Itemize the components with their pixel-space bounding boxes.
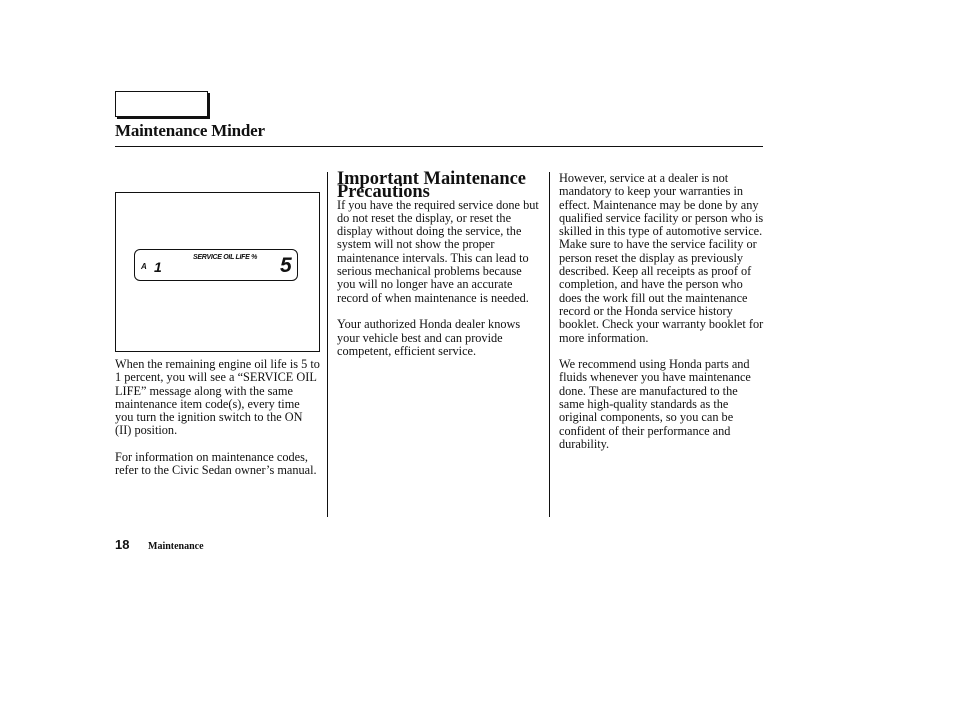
title-divider	[115, 146, 763, 147]
paragraph: For information on maintenance codes, refer to the Civic Sedan owner’s manual.	[115, 450, 317, 478]
footer-section-label: Maintenance	[148, 541, 204, 552]
paragraph: Your authorized Honda dealer knows your vehicle best and can provide competent, efficient service.	[337, 317, 521, 358]
oil-life-percent-digit: 5	[280, 254, 292, 277]
paragraph: We recommend using Honda parts and fluids whenever you have maintenance done. These are manufactured to the same high-quality standards as the original components, so you can be confident of their performance and durability.	[559, 357, 751, 451]
info-display-panel	[134, 249, 298, 281]
column-divider	[327, 172, 328, 517]
maintenance-code-digit: 1	[154, 259, 162, 275]
paragraph: If you have the required service done but do not reset the display, or reset the display without doing the service, the system will not show the proper maintenance intervals. This can lead to serious mechanical problems because you will no longer have an accurate record of when maintenance is needed.	[337, 197, 539, 305]
display-illustration	[115, 192, 320, 352]
section-tab-box	[115, 91, 208, 117]
maintenance-code-label: A	[141, 262, 147, 271]
section-heading: Important Maintenance Precautions	[337, 168, 526, 202]
paragraph: When the remaining engine oil life is 5 to 1 percent, you will see a “SERVICE OIL LIFE” message along with the same maintenance item code(s), every time you turn the ignition switch to the ON (II) position.	[115, 357, 320, 438]
page-title: Maintenance Minder	[115, 121, 265, 140]
page-number: 18	[115, 537, 130, 552]
text-column-3	[559, 172, 764, 465]
text-column-1	[115, 358, 321, 491]
paragraph: However, service at a dealer is not mandatory to keep your warranties in effect. Maintenance may be done by any qualified service facility or person who is skilled in this type of automotive service. Make sure to have the service facility or person reset the display as previously described. Keep all receipts as proof of completion, and have the person who does the work fill out the maintenance record or the Honda service history booklet. Check your warranty booklet for more information.	[559, 171, 764, 345]
column-divider	[549, 172, 550, 517]
text-column-2	[337, 168, 543, 371]
service-oil-life-caption: SERVICE OIL LIFE %	[193, 254, 258, 261]
